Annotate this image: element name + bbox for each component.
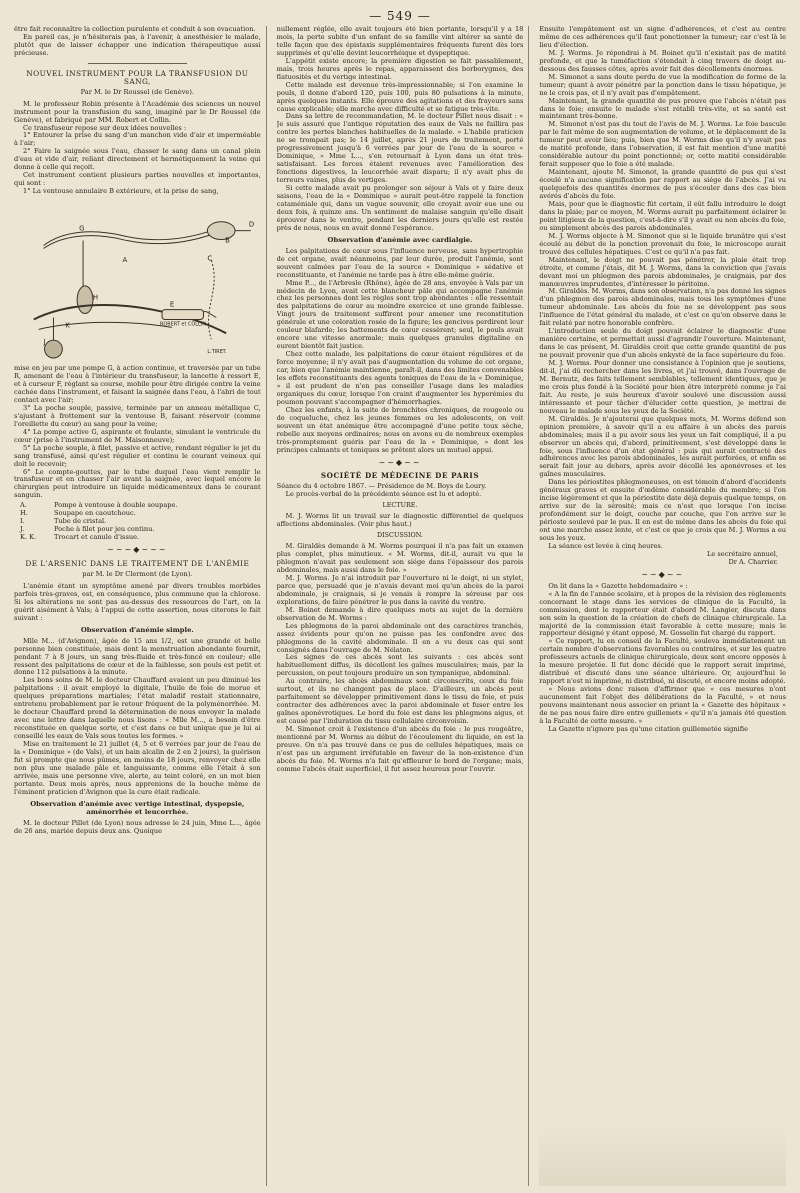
figure-label: A [122,256,128,265]
discussion-paragraph: M. J. Worms. Pour donner une consistance à l'opinion que je soutiens, dit-il, j'ai dû rechercher dans les livres, et j'ai trouvé, dans l'ouvrage de M. Bernutz, des faits tellement semblables, tellement identiques, que je me crois plus fondé à la Société pour bien être interprété comme je l'ai fait. Au reste, je suis heureux d'avoir soulevé une discussion aussi intéressante et pour tâcher d'élucider cette question, je mettrai de nouveau le malade sous les yeux de la Société. [539,359,786,415]
discussion-paragraph: L'introduction seule du doigt pouvait éclairer le diagnostic d'une manière certaine, et permettait aussi d'agrandir l'ouverture. Maintenant, dans le cas présent, M. Giraldès croit que cette grande quantité de pus ne pouvait provenir que d'un abcès enkysté de la face supérieure du foie. [539,327,786,360]
transfusion-paragraph: 3° La poche souple, passive, terminée par un anneau métallique C, s'ajustant à frottement sur la ventouse B, faisant réservoir (comme l'oreillette du cœur) au sang pour la veine; [14,403,261,428]
arsenic-paragraph: M. le docteur Pillet (de Lyon) nous adresse le 24 juin, Mme L..., âgée de 26 ans, mariée depuis deux ans. Quoique [14,818,261,835]
observation-heading: Observation d'anémie simple. [80,625,194,634]
figure-label: H [92,293,99,302]
transfusion-paragraph: 1° Entourer la prise du sang d'un manchon vide d'air et imperméable à l'air; [14,131,261,148]
arsenic-paragraph: Les bons soins de M. le docteur Chauffard avaient un peu diminué les palpitations : il avait employé la digitale, l'huile de foie de morue et quelques préparations martiales; l'état maladif restait stationnaire, entretenu probablement par le retour fréquent de la polyménorrhée. M. le docteur Chauffard prend la détermination de nous envoyer la malade avec une lettre dans laquelle nous lisons : « Mlle M..., a besoin d'être reconstituée en quelque sorte, et c'est dans ce but unique que je lui ai conseillé les eaux de Vals sous toutes les formes. » [14,676,261,741]
legend-key: K. K. [20,533,37,542]
article-paragraph: Chez les enfants, à la suite de bronchites chroniques, de rougeole ou de coqueluche, chez les jeunes femmes ou les adolescents, on voit souvent un état anémique être accompagné d'une petite toux sèche, rebelle aux moyens ordinaires; nous en avons eu de nombreux exemples très-promptement guéris par l'eau de la « Dominique, » dont les principes calmants et toniques se prêtent alors un mutuel appui. [276,405,524,454]
transfusion-paragraph: 2° Faire la saignée sous l'eau, chasser le sang dans un canal plein d'eau et vide d'air, reliant directement et hermétiquement la veine qui donne à celle qui reçoit. [14,147,261,172]
arsenic-paragraph: Mlle M... (d'Avignon), âgée de 15 ans 1/2, est une grande et belle personne bien constituée, mais dont la menstruation abondante fournit, pendant 7 à 8 jours, un sang très-fluide et très-foncé en couleur; elle ressent des palpitations de cœur et de la faiblesse, son pouls est petit et donne 112 pulsations à la minute. [14,636,261,677]
columns [14,26,786,1186]
divider [88,63,187,64]
figure-label: K [65,321,70,330]
observation-heading: Observation d'anémie avec cardialgie. [327,235,473,244]
observation-heading: Observation d'anémie avec vertige intestinal, dyspepsie, aménorrhée et leucorrhée. [30,799,245,816]
transfusion-paragraph: mise en jeu par une pompe G, à action continue, et traversée par un tube R, amenant de l'eau à l'intérieur du transfuseur, la lancette à ressort E, et à curseur F, réglant sa course, mobile pour être dirigée contre la veine cachée dans l'instrument, et faisant la saignée dans l'eau, à l'abri de tout contact avec l'air; [14,364,261,404]
transfusion-paragraph: Cet instrument contient plusieurs parties nouvelles et importantes, qui sont : [14,171,261,188]
discussion-paragraph: M. Giraldès. M. Worms, dans son observation, n'a pas donné les signes d'un phlegmon des parois abdominales, mais tous les symptômes d'une tumeur abdominale. Les abcès du foie ne se développent pas sous l'influence de l'état général du malade, et c'est ce qu'on observe dans le fait relaté par notre honorable confrère. [539,287,786,328]
minutes-line: Le procès-verbal de la précédente séance est lu et adopté. [285,490,482,499]
legend-key: J. [20,525,25,534]
discussion-paragraph: Mais, pour que le diagnostic fût certain, il eût fallu introduire le doigt dans la plaie; par ce moyen, M. Worms aurait pu parfaitement éclairer le point litigieux de la question, c'est-à-dire s'il y avait ou non abcès du foie, ou simplement abcès des parois abdominales. [539,199,786,232]
transfusion-paragraph: M. le professeur Robin présente à l'Académie des sciences un nouvel instrument pour la transfusion du sang, imaginé par le Dr Roussel (de Genève), et fabriqué par MM. Robert et Collin. [14,99,261,124]
discussion-paragraph: M. Simonot n'est pas du tout de l'avis de M. J. Worms. Le foie bascule par le fait même de son augmentation de volume, et le déplacement de la tumeur peut avoir lieu; puis, bien que M. Worms dise qu'il n'y avait pas de matité profonde, dans l'observation, il est fait mention d'une matité considérable autour du point ponctionné; or, cette matité considérable ferait supposer que le foie a été malade. [539,120,786,169]
secretary-title: Le secrétaire annuel, [706,549,779,558]
arsenic-paragraph: Mise en traitement le 21 juillet (4, 5 et 6 verrées par jour de l'eau de la « Dominique » (de Vals), et un bain alcalin de 2 en 2 jours), la guérison fut si prompte que nous pûmes, en moins de 18 jours, renvoyer chez elle non plus une malade pâle et languissante, comme elle l'était à son arrivée, mais une personne vive, alerte, au teint coloré, en un mot bien portante. Deux mois après, nous apprenions de la bouche même de l'éminent praticien d'Avignon que la cure était radicale. [14,740,261,796]
gazette-paragraph: On lit dans la « Gazette hebdomadaire » : [548,581,688,590]
figure-label: G [79,224,85,233]
lecture-heading: LECTURE. [382,501,418,510]
figure-engraver-label: L.TIRET. [207,349,227,356]
secretary-name: Dr A. Charrier. [728,557,779,566]
legend-value: Tube de cristal. [54,517,107,526]
page-number: — 549 — [369,9,431,23]
transfusion-instrument-drawing [14,200,261,360]
gazette-paragraph: » Nous avions donc raison d'affirmer que « ces mesures n'ont aucunement fait l'objet des délibérations de la Faculté, » et nous pouvons maintenant nous associer en priant la « Gazette des hôpitaux » de ne pas nous faire dire entre guillemets « qu'il n'a jamais été question à la Faculté de cette mesure. » [539,685,786,725]
figure-label: D [248,220,255,229]
paper-edge-shade [539,1126,786,1186]
discussion-paragraph: Ensuite l'empâtement est un signe d'adhérences, et c'est au centre même de ces adhérences qu'il faut ponctionner la tumeur; car c'est là le lieu d'élection. [539,26,786,49]
figure-label: J [43,338,46,347]
transfusion-paragraph: Ce transfuseur repose sur deux idées nouvelles : [23,123,187,132]
gazette-paragraph: La Gazette n'ignore pas qu'une citation guillemetée signifie [548,724,749,733]
transfusion-paragraph: 1° La ventouse annulaire B extérieure, et la prise de sang, [23,187,219,196]
closing-line: La séance est levée à cinq heures. [548,541,663,550]
transfusion-title: NOUVEL INSTRUMENT POUR LA TRANSFUSION DU SANG, [26,68,249,86]
discussion-paragraph: Les signes de ces abcès sont les suivants : ces abcès sont habituellement diffus, ils décollent les gaînes musculaires; mais, par la percussion, on peut toujours produire un son tympanique, abdominal. [276,653,524,678]
discussion-paragraph: M. J. Worms. Je répondrai à M. Boinet qu'il n'existait pas de matité profonde, et que la tuméfaction s'étendait à cinq travers de doigt au-dessous des fausses côtes, après avoir fait des décollements énormes. [539,48,786,73]
legend-key: I. [20,517,25,526]
arsenic-paragraph: L'anémie étant un symptôme amené par divers troubles morbides parfois très-graves, est, en conséquence, plus commune que la chlorose. Si les altérations ne sont pas au-dessus des ressources de l'art, on la guérit aisément à Vals; à l'appui de cette assertion, nous citerons le fait suivant : [14,581,261,622]
discussion-paragraph: Maintenant, ajoute M. Simonot, la grande quantité de pus qui s'est écoulé n'a aucune signification par rapport au siége de l'abcès. J'ai vu quelquefois des quantités énormes de pus s'écouler dans des cas bien avérés d'abcès du foie. [539,168,786,201]
discussion-paragraph: Les phlegmons de la paroi abdominale ont des caractères tranchés, assez évidents pour qu'on ne puisse pas les confondre avec des phlegmons de la cavité abdominale. Il en a vu deux cas qui sont consignés dans l'ouvrage de M. Nélaton. [276,621,524,654]
discussion-paragraph: M. Simonot croit à l'existence d'un abcès du foie : le pus rougeâtre, mentionné par M. Worms au début de l'écoulement du liquide, en est la preuve. On n'a pas trouvé dans ce pus de cellules hépatiques, mais ce n'est pas un argument irréfutable en faveur de la non-existence d'un abcès du foie. M. Worms n'a fait qu'effleurer le bord de l'organe; mais, comme l'abcès était superficiel, il fut assez heureux pour l'ouvrir. [276,725,524,773]
legend-value: Pompe à ventouse à double soupape. [54,501,178,510]
arsenic-byline: par M. le Dr Clermont (de Lyon). [82,569,193,578]
arsenic-title: DE L'ARSENIC DANS LE TRAITEMENT DE L'ANÉMIE [25,559,250,569]
legend-row [20,534,261,542]
discussion-paragraph: Maintenant, la grande quantité de pus prouve que l'abcès n'était pas dans le foie; ensuite le malade s'est rétabli très-vite, et sa santé est maintenant très-bonne. [539,96,786,121]
column-1 [14,26,267,1186]
intro-paragraph: En pareil cas, je n'hésiterais pas, à l'avenir, à anesthésier le malade, plutôt que de laisser échapper une indication thérapeutique aussi précieuse. [14,32,261,57]
discussion-paragraph: Maintenant, le doigt ne pouvait pas pénétrer, la plaie était trop étroite, et comme j'étais, dit M. J. Worms, dans la conviction que j'avais devant moi un phlegmon des parois abdominales, je craignais, par des manœuvres imprudentes, d'intéresser le péritoine. [539,255,786,288]
article-paragraph: Si cette malade avait pu prolonger son séjour à Vals et y faire deux saisons, l'eau de la « Dominique » aurait peut-être rappelé la fonction cataméniale qui, dans un vague souvenir, elle croyait avoir eue une ou deux fois, à quinze ans. Un sentiment de malaise sanguin qu'elle disait éprouver dans le ventre, pendant les derniers jours qu'elle est restée près de nous, nous en avait donné l'espérance. [276,184,524,232]
gazette-paragraph: « A la fin de l'année scolaire, et à propos de la révision des règlements concernant le stage dans les services de clinique de la Faculté, la commission, dont le rapporteur était d'abord M. Langier, discuta dans son sein la question de la création de chefs de clinique chirurgicale. La majorité de la commission était favorable à cette mesure; mais le rapporteur désigné y étant opposé, M. Gosselin fut chargé du rapport. [539,589,786,638]
discussion-paragraph: M. Giraldès demande à M. Worms pourquoi il n'a pas fait un examen plus complet, plus minutieux. « M. Worms, dit-il, aurait vu que le phlegmon n'avait pas seulement son siége dans l'épaisseur des parois abdominales, mais aussi dans le foie. » [276,542,524,574]
figure-label: C [207,254,213,263]
legend-value: Poche à filet pour jeu continu. [54,525,155,534]
article-paragraph: L'appétit existe encore; la première digestion se fait passablement, mais, trois heures après le repas, apparaissent des borborygmes, des flatuosités et du vertige intestinal. [276,56,524,81]
article-paragraph: Les palpitations de cœur sous l'influence nerveuse, sans hypertrophie de cet organe, avait néanmoins, par leur durée, produit l'anémie, sont souvent calmées par l'eau de la source « Dominique » sédative et reconstituante, et l'anémie ne tarde pas à être elle-même guérie. [276,246,524,279]
discussion-paragraph: M. Giraldès. Je n'ajouterai que quelques mots, M. Worms défend son opinion première, à savoir qu'il a eu affaire à un abcès des parois abdominales; mais il a pu avoir sous les yeux un fait compliqué, il a pu observer un abcès qui, d'abord, primitivement, s'est développé dans le foie, sous l'influence d'un état général : puis qui aurait contracté des adhérences avec les parois abdominales, les aurait perforées, et enfin se serait fait jour au dehors, après avoir décollé les aponévroses et les gaînes musculaires. [539,414,786,479]
article-paragraph: Chez cette malade, les palpitations de cœur étaient régulières et de force moyenne; il n'y avait pas d'augmentation du volume de cet organe, car, bien que l'anémie maintienne, paraît-il, dans des limites convenables les effets reconstituants des agents toniques de l'eau de la « Dominique, » il est prudent de n'en pas conseiller l'usage dans les maladies organiques du cœur, lorsque l'on craint d'augmenter les hyperémies du poumon pouvant s'accompagner d'hémorrhagies. [276,350,524,406]
legend-value: Soupape en caoutchouc. [54,509,136,518]
gazette-paragraph: » Ce rapport, lu en conseil de la Faculté, souleva immédiatement un certain nombre d'observations favorables ou contraires, et sur les quatre professeurs actuels de clinique chirurgicale, deux sont encore opposés à la mesure projetée. Il fut donc décidé que le rapport serait imprimé, distribué et discuté dans une séance ultérieure. Or, aujourd'hui le rapport n'est ni imprimé, ni distribué, ni discuté, et encore moins adopté. [539,637,786,686]
legend-value: Trocart et canule d'issue. [54,533,140,542]
discussion-paragraph: M. Boinet demande à dire quelques mots au sujet de la dernière observation de M. Worms : [276,605,524,622]
discussion-paragraph: Dans les périostites phlegmoneuses, on est témoin d'abord d'accidents généraux graves et ensuite d'œdème considérable du membre; si l'on incise légèrement et que la périostite date déjà depuis quelque temps, on arrive sur de la sérosité; mais ce n'est que lorsque l'on incise profondément sur le doigt, couche par couche, que l'on arrive sur le périoste soulevé par le pus. Il en est de même dans les abcès du foie qui ont une marche assez lente, et c'est ce que je crois que M. J. Worms a eu sous les yeux. [539,478,786,542]
figure-label: B [225,236,230,245]
column-2 [277,26,530,1186]
transfusion-instrument-figure [14,200,261,360]
column-3 [539,26,786,1186]
figure-legend [20,502,261,542]
discussion-heading: DISCUSSION. [377,531,423,540]
intro-paragraph: être fait reconnaître la collection purulente et conduit à son évacuation. [14,26,256,33]
lecture-paragraph: M. J. Worms lit un travail sur le diagnostic différentiel de quelques affections abdominales. (Voir plus haut.) [276,512,524,529]
discussion-paragraph: M. J. Worms. Je n'ai introduit par l'ouverture ni le doigt, ni un stylet, parce que, persuadé que je n'avais devant moi qu'un abcès de la paroi abdominale, je craignais, si je venais à rompre la séreuse par ces explorations, de faire pénétrer le pus dans la cavité du ventre. [276,573,524,606]
transfusion-paragraph: 5° La poche souple, à filet, passive et active, rendant régulier le jet du sang transfusé, ainsi qu'est régulier et continu le courant veineux qui doit le recevoir; [14,443,261,468]
article-paragraph: Mme P..., de l'Arbresle (Rhône), âgée de 28 ans, envoyée à Vals par un médecin de Lyon, avait cette blancheur pâle qui accompagne l'anémie chez les personnes dont les règles sont trop abondantes : elle ressentait des palpitations de cœur au moindre exercice et une grande faiblesse. Vingt jours de traitement suffirent pour amener une reconstitution générale et une coloration rosée de la figure; les gencives perdirent leur couleur blafarde; les battements de cœur cessèrent; seul, le pouls avait encore une vitesse anormale; mais quelques granules digitaline en eurent bientôt fait justice. [276,278,524,351]
ornament-divider: ~~~◆~~~ [107,545,168,555]
figure-maker-label: ROBERT et COLLIN [160,321,206,328]
transfusion-paragraph: 6° Le compte-gouttes, par le tube duquel l'eau vient remplir le transfuseur et en chasser l'air avant la saignée, avec lequel encore le chirurgien peut introduire un liquide médicamenteux dans le courant sanguin. [14,467,261,500]
ornament-divider: ~~◆~~ [378,457,422,467]
legend-key: A. [20,501,27,510]
ornament-divider: ~~◆~~ [641,569,685,579]
session-line: Séance du 4 octobre 1867. — Présidence de M. Boys de Loury. [276,482,487,491]
transfusion-byline: Par M. le Dr Roussel (de Genève). [80,87,195,96]
article-paragraph: Dans sa lettre de recommandation, M. le docteur Pillet nous disait : « Je suis assuré que l'antique réputation des eaux de Vals ne faillira pas contre les pertes blanches habituelles de la malade. » L'habile praticien ne se trompait pas; le 14 juillet, après 21 jours de traitement, porté progressivement jusqu'à 6 verrées par jour de l'eau de la source « Dominique, » Mme L..., s'en retournait à Lyon dans un état très-satisfaisant. Les forces étaient revenues avec l'amélioration des fonctions digestives, la leucorrhée avait disparu; il n'y avait plus de terreurs vaines, plus de vertiges. [276,112,524,185]
discussion-paragraph: M. Simonot a sans doute perdu de vue la modification de forme de la tumeur; quant à avoir pénétré par la ponction dans le tissu hépatique, je ne le crois pas, et il n'y avait pas d'empâtement. [539,72,786,97]
figure-label: E [169,300,175,309]
article-paragraph: Cette malade est devenue très-impressionnable; si l'on examine le pouls, il donne d'abord 120, puis 100, puis 80 pulsations à la minute, après quelques instants. Elle éprouve des agitations et des frayeurs sans cause explicable; elle marche avec difficulté et se fatigue très-vite. [276,80,524,113]
transfusion-paragraph: 4° La pompe active G, aspirante et foulante, simulant le ventricule du cœur (prise à l'instrument de M. Maisonneuve); [14,427,261,444]
legend-key: H. [20,509,28,518]
society-title: SOCIÉTÉ DE MÉDECINE DE PARIS [320,471,480,481]
discussion-paragraph: Au contraire, les abcès abdominaux sont circonscrits, ceux du foie surtout, et ils ne changent pas de place. D'ailleurs, un abcès peut parfaitement se développer primitivement dans le tissu de foie, et puis contracter des adhérences avec la paroi abdominale et fuser entre les gaînes aponévrotiques. Le bord du foie est dans les phlegmons aigus, et est causé par l'induration du tissu cellulaire circonvoisin. [276,677,524,726]
discussion-paragraph: M. J. Worms objecte à M. Simonot que si le liquide brunâtre qui s'est écoulé au début de la ponction provenait du foie, le microscope aurait trouvé des cellules hépatiques. C'est ce qu'il n'a pas fait. [539,231,786,256]
article-paragraph: nullement réglée, elle avait toujours été bien portante, lorsqu'il y a 18 mois, la perte subite d'un enfant de sa famille vint altérer sa santé de telle façon que des épistaxis supplémentaires fréquents furent dès lors supprimés et qu'elle devint leucorrhéique et dyspeptique. [276,26,524,57]
